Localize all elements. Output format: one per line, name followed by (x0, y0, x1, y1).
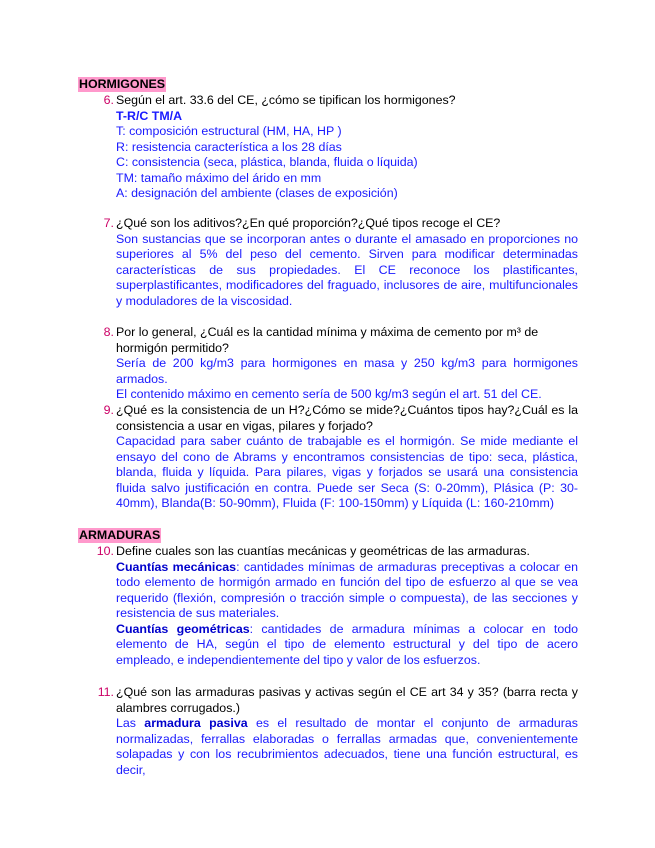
term-armadura-pasiva: armadura pasiva (144, 716, 248, 730)
answer-text: : cantidades mínimas de armaduras preceptivas a colocar en todo elemento de hormigón armado en función del tipo de esfuerzo al que se vea requerido (flexión, compresión o tracción simple o compuesta), de las secciones y resistencia de sus materiales. (116, 559, 579, 620)
answer-block (116, 716, 578, 778)
answer-text: Las (116, 716, 145, 730)
answer-text: : cantidades de armadura mínimas a colocar en todo elemento de HA, según el tipo de elemento estructural y del tipo de acero empleado, e independientemente del tipo y valor de los esfuerzos. (116, 621, 578, 667)
answer-line: C: consistencia (seca, plástica, blanda, fluida o líquida) (116, 155, 418, 169)
answer-text: Capacidad para saber cuánto de trabajable es el hormigón. Se mide mediante el ensayo del cono de Abrams y encontramos consistencias de tipo: seca, plástica, blanda, fluida y líquida. Para pilares, vigas y forjados se usará una consistencia fluida salvo justificación en contra. Puede ser Seca (S: 0-20mm), Plásica (P: 30-40mm), Blanda(B: 50-90mm), Fluida (F: 100-150mm) y Líquida (L: 160-210mm) (116, 434, 578, 510)
question-8 (78, 325, 578, 403)
question-text: ¿Qué es la consistencia de un H?¿Cómo se mide?¿Cuántos tipos hay?¿Cuál es la consistencia a usar en vigas, pilares y forjado? (116, 403, 578, 433)
question-number: 9. (103, 403, 114, 417)
answer-line: A: designación del ambiente (clases de exposición) (116, 186, 398, 200)
question-10 (78, 544, 578, 668)
section-heading-armaduras: ARMADURAS (79, 528, 161, 542)
answer-block (116, 109, 578, 202)
answer-line: TM: tamaño máximo del árido en mm (116, 170, 322, 185)
term-cuantias-geometricas: Cuantías geométricas (116, 621, 250, 636)
answer-line: R: resistencia característica a los 28 días (116, 139, 342, 154)
answer-paragraph (116, 622, 578, 669)
question-number: 11. (97, 685, 114, 699)
question-number: 8. (103, 325, 114, 339)
question-text: Según el art. 33.6 del CE, ¿cómo se tipifican los hormigones? (116, 93, 456, 107)
question-text: Por lo general, ¿Cuál es la cantidad mínima y máxima de cemento por m³ de hormigón permitido? (116, 325, 539, 355)
answer-text: es el resultado de montar el conjunto de armaduras normalizadas, ferrallas elaboradas o ferrallas armadas que, convenientemente solapadas y con los recubrimientos adecuados, tiene una función estructural, es decir, (116, 716, 578, 777)
question-7 (78, 216, 578, 309)
question-9 (78, 403, 578, 512)
question-number: 10. (96, 544, 114, 558)
question-text: Define cuales son las cuantías mecánicas y geométricas de las armaduras. (116, 544, 530, 558)
formula: T-R/C TM/A (116, 108, 183, 123)
answer-line: Sería de 200 kg/m3 para hormigones en masa y 250 kg/m3 para hormigones armados. (116, 356, 578, 386)
answer-text: Son sustancias que se incorporan antes o durante el amasado en proporciones no superiores al 5% del peso del cemento. Sirven para modificar determinadas características de sus propiedades. El CE reconoce los plastificantes, superplastificantes, modificadores del fraguado, inclusores de aire, multifuncionales y moduladores de la viscosidad. (116, 231, 578, 308)
term-cuantias-mecanicas: Cuantías mecánicas (116, 559, 237, 574)
question-11 (78, 685, 578, 778)
question-text: ¿Qué son las armaduras pasivas y activas según el CE art 34 y 35? (barra recta y alambres corrugados.) (116, 685, 578, 715)
answer-line: El contenido máximo en cemento sería de 500 kg/m3 según el art. 51 del CE. (116, 387, 542, 401)
question-number: 7. (103, 216, 114, 230)
question-6 (78, 93, 578, 202)
answer-line: T: composición estructural (HM, HA, HP ) (116, 124, 342, 138)
question-number: 6. (103, 93, 114, 107)
answer-block (116, 560, 578, 669)
question-text: ¿Qué son los aditivos?¿En qué proporción?¿Qué tipos recoge el CE? (116, 216, 501, 230)
answer-block (116, 356, 578, 403)
answer-paragraph (116, 560, 578, 622)
section-heading-hormigones: HORMIGONES (79, 77, 166, 91)
